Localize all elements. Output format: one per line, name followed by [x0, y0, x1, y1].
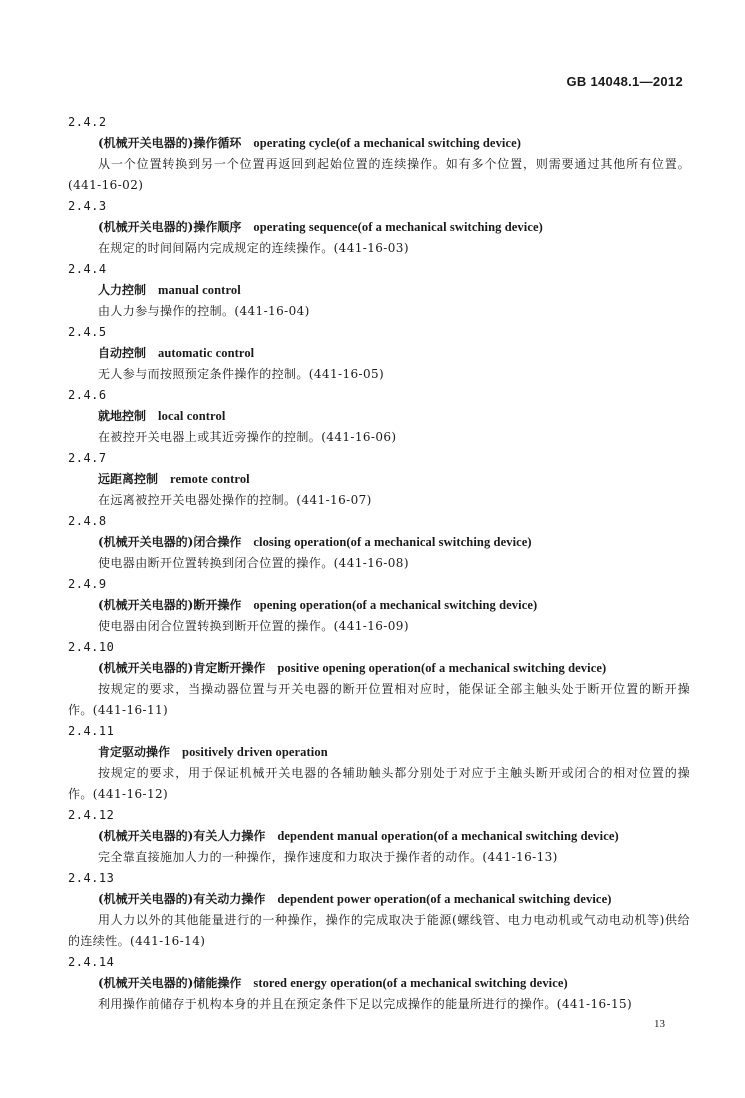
term-title-en: local control [158, 409, 226, 423]
term-title-en: opening operation(of a mechanical switching device) [253, 598, 538, 612]
term-title-en: operating sequence(of a mechanical switching device) [253, 220, 543, 234]
term-title-en: dependent manual operation(of a mechanical switching device) [277, 829, 619, 843]
term-title-en: automatic control [158, 346, 255, 360]
term-2-4-6 [68, 385, 690, 448]
term-title [68, 406, 690, 427]
term-title [68, 742, 690, 763]
term-number: 2.4.3 [68, 199, 107, 213]
term-number: 2.4.2 [68, 115, 107, 129]
term-number: 2.4.5 [68, 325, 107, 339]
term-number: 2.4.10 [68, 640, 115, 654]
term-2-4-9 [68, 574, 690, 637]
term-2-4-5 [68, 322, 690, 385]
term-title-en: dependent power operation(of a mechanical switching device) [277, 892, 612, 906]
term-title-zh: 人力控制 [98, 283, 147, 297]
term-title-en: manual control [158, 283, 241, 297]
term-title-zh: (机械开关电器的)操作循环 [98, 136, 242, 150]
term-number: 2.4.11 [68, 724, 115, 738]
term-title [68, 595, 690, 616]
term-number: 2.4.4 [68, 262, 107, 276]
term-title-zh: (机械开关电器的)操作顺序 [98, 220, 242, 234]
term-title [68, 889, 690, 910]
term-2-4-14 [68, 952, 690, 1015]
page-number: 13 [654, 1018, 665, 1030]
term-definition: 用人力以外的其他能量进行的一种操作，操作的完成取决于能源(螺线管、电力电动机或气动电动机等)供给的连续性。(441-16-14) [68, 913, 690, 948]
term-title-zh: 就地控制 [98, 409, 147, 423]
term-definition: 按规定的要求，用于保证机械开关电器的各辅助触头都分别处于对应于主触头断开或闭合的相对位置的操作。(441-16-12) [68, 766, 690, 801]
term-definition: 在被控开关电器上或其近旁操作的控制。(441-16-06) [98, 430, 397, 444]
term-definition: 利用操作前储存于机构本身的并且在预定条件下足以完成操作的能量所进行的操作。(441-16-15) [98, 997, 633, 1011]
term-title [68, 217, 690, 238]
term-title-zh: 自动控制 [98, 346, 147, 360]
term-2-4-7 [68, 448, 690, 511]
term-title [68, 532, 690, 553]
term-title-en: stored energy operation(of a mechanical switching device) [253, 976, 568, 990]
term-2-4-12 [68, 805, 690, 868]
term-title [68, 658, 690, 679]
term-title [68, 469, 690, 490]
term-definition: 由人力参与操作的控制。(441-16-04) [98, 304, 310, 318]
standard-code: GB 14048.1—2012 [566, 74, 683, 89]
term-number: 2.4.13 [68, 871, 115, 885]
term-title-en: positive opening operation(of a mechanical switching device) [277, 661, 607, 675]
term-2-4-10 [68, 637, 690, 721]
term-definition: 在远离被控开关电器处操作的控制。(441-16-07) [98, 493, 372, 507]
term-title-zh: 肯定驱动操作 [98, 745, 171, 759]
term-number: 2.4.14 [68, 955, 115, 969]
term-definition: 从一个位置转换到另一个位置再返回到起始位置的连续操作。如有多个位置，则需要通过其他所有位置。(441-16-02) [68, 157, 690, 192]
term-definition: 在规定的时间间隔内完成规定的连续操作。(441-16-03) [98, 241, 409, 255]
term-title-zh: (机械开关电器的)肯定断开操作 [98, 661, 266, 675]
term-number: 2.4.12 [68, 808, 115, 822]
term-number: 2.4.9 [68, 577, 107, 591]
term-2-4-11 [68, 721, 690, 805]
term-2-4-3 [68, 196, 690, 259]
term-definition: 完全靠直接施加人力的一种操作，操作速度和力取决于操作者的动作。(441-16-13) [98, 850, 558, 864]
term-number: 2.4.6 [68, 388, 107, 402]
term-title [68, 973, 690, 994]
term-title-zh: (机械开关电器的)储能操作 [98, 976, 242, 990]
term-definition: 使电器由闭合位置转换到断开位置的操作。(441-16-09) [98, 619, 409, 633]
term-title-zh: (机械开关电器的)断开操作 [98, 598, 242, 612]
term-title [68, 133, 690, 154]
term-title [68, 280, 690, 301]
term-2-4-4 [68, 259, 690, 322]
term-title-en: remote control [170, 472, 250, 486]
term-number: 2.4.8 [68, 514, 107, 528]
term-2-4-8 [68, 511, 690, 574]
term-definition: 使电器由断开位置转换到闭合位置的操作。(441-16-08) [98, 556, 409, 570]
term-title-zh: (机械开关电器的)有关人力操作 [98, 829, 266, 843]
term-title-zh: (机械开关电器的)闭合操作 [98, 535, 242, 549]
term-title-en: positively driven operation [182, 745, 328, 759]
term-definition: 无人参与而按照预定条件操作的控制。(441-16-05) [98, 367, 385, 381]
term-title-en: operating cycle(of a mechanical switching device) [253, 136, 522, 150]
terms-list [68, 112, 690, 1015]
term-title [68, 826, 690, 847]
term-definition: 按规定的要求，当操动器位置与开关电器的断开位置相对应时，能保证全部主触头处于断开位置的断开操作。(441-16-11) [68, 682, 690, 717]
term-2-4-13 [68, 868, 690, 952]
term-number: 2.4.7 [68, 451, 107, 465]
term-title-en: closing operation(of a mechanical switching device) [253, 535, 532, 549]
term-title-zh: (机械开关电器的)有关动力操作 [98, 892, 266, 906]
term-2-4-2 [68, 112, 690, 196]
term-title [68, 343, 690, 364]
term-title-zh: 远距离控制 [98, 472, 159, 486]
